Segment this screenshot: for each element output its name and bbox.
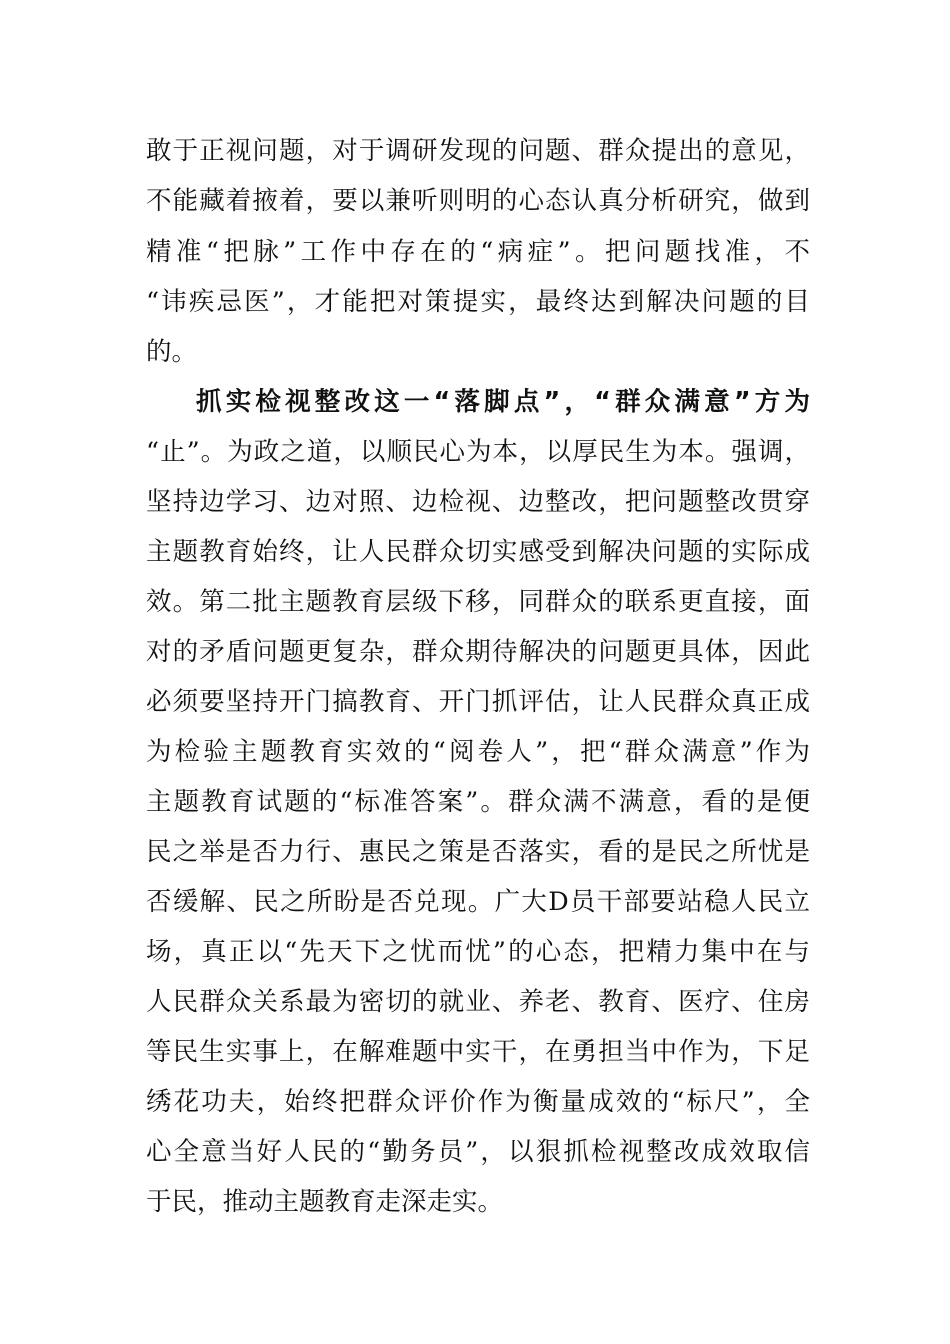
paragraph-2-line-6: 必须要坚持开门搞教育、开门抓评估，让人民群众真正成 bbox=[146, 687, 810, 717]
paragraph-2-line-15: 心全意当好人民的“勤务员”，以狠抓检视整改成效取信 bbox=[146, 1137, 810, 1167]
paragraph-2-line-10: 否缓解、民之所盼是否兑现。广大D员干部要站稳人民立 bbox=[146, 887, 810, 917]
paragraph-2-line-7: 为检验主题教育实效的“阅卷人”，把“群众满意”作为 bbox=[146, 737, 810, 767]
paragraph-2-line-1: “止”。为政之道，以顺民心为本，以厚民生为本。强调， bbox=[146, 437, 810, 467]
paragraph-2-heading: 抓实检视整改这一“落脚点”，“群众满意”方为 bbox=[196, 387, 810, 417]
paragraph-2-line-13: 等民生实事上，在解难题中实干，在勇担当中作为，下足 bbox=[146, 1037, 810, 1067]
paragraph-2-line-16: 于民，推动主题教育走深走实。 bbox=[146, 1187, 504, 1217]
paragraph-2-line-4: 效。第二批主题教育层级下移，同群众的联系更直接，面 bbox=[146, 587, 810, 617]
paragraph-2-line-5: 对的矛盾问题更复杂，群众期待解决的问题更具体，因此 bbox=[146, 637, 810, 667]
paragraph-2-line-8: 主题教育试题的“标准答案”。群众满不满意，看的是便 bbox=[146, 787, 810, 817]
paragraph-1-line-2: 不能藏着掖着，要以兼听则明的心态认真分析研究，做到 bbox=[146, 186, 810, 216]
paragraph-1-line-4: “讳疾忌医”，才能把对策提实，最终达到解决问题的目 bbox=[146, 287, 810, 317]
paragraph-2-line-14: 绣花功夫，始终把群众评价作为衡量成效的“标尺”，全 bbox=[146, 1087, 810, 1117]
paragraph-2-line-3: 主题教育始终，让人民群众切实感受到解决问题的实际成 bbox=[146, 537, 810, 567]
paragraph-1-line-3: 精准“把脉”工作中存在的“病症”。把问题找准，不 bbox=[146, 237, 810, 267]
paragraph-1-line-1: 敢于正视问题，对于调研发现的问题、群众提出的意见， bbox=[146, 136, 810, 166]
paragraph-2-line-12: 人民群众关系最为密切的就业、养老、教育、医疗、住房 bbox=[146, 987, 810, 1017]
paragraph-2-line-2: 坚持边学习、边对照、边检视、边整改，把问题整改贯穿 bbox=[146, 487, 810, 517]
paragraph-1-line-5: 的。 bbox=[146, 337, 198, 367]
paragraph-2-line-9: 民之举是否力行、惠民之策是否落实，看的是民之所忧是 bbox=[146, 837, 810, 867]
paragraph-2-line-11: 场，真正以“先天下之忧而忧”的心态，把精力集中在与 bbox=[146, 937, 810, 967]
